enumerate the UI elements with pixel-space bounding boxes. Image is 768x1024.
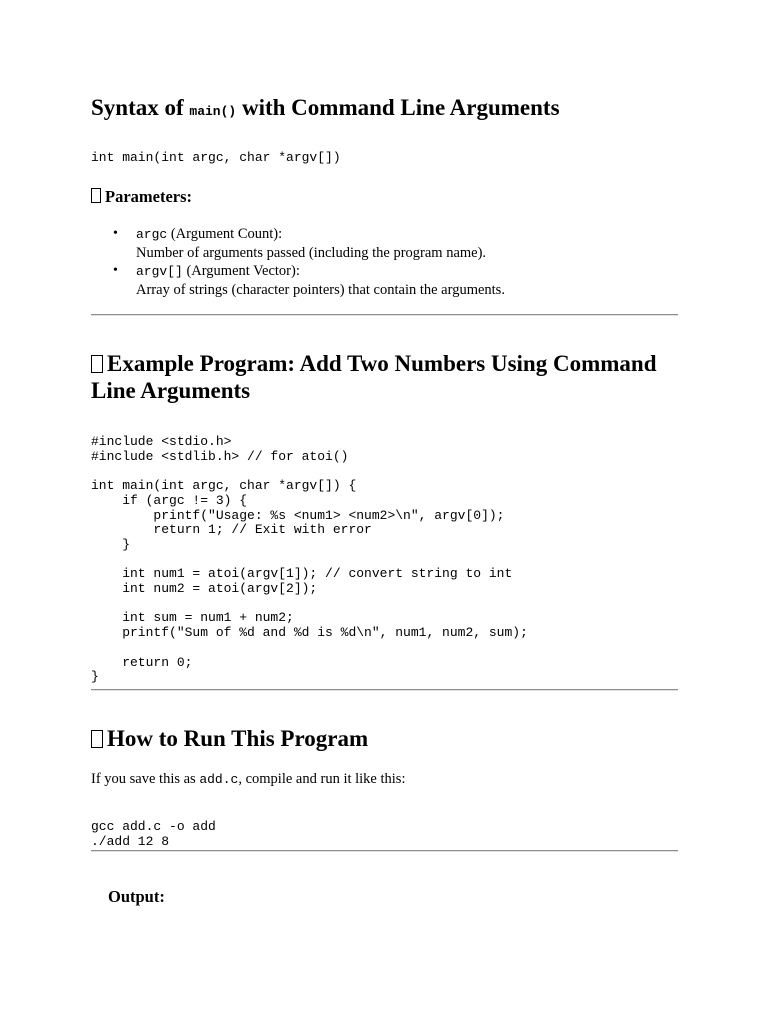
run-heading-text: How to Run This Program (107, 726, 369, 751)
example-heading (91, 350, 678, 404)
run-heading (91, 725, 678, 752)
parameters-list (91, 225, 505, 299)
parameters-heading (91, 187, 192, 207)
syntax-heading (91, 94, 678, 125)
parameter-item-argc (91, 225, 505, 262)
missing-glyph-icon (91, 188, 101, 203)
parameter-item-argv (91, 262, 505, 299)
missing-glyph-icon (91, 355, 103, 373)
parameters-heading-text: Parameters: (105, 187, 193, 206)
run-intro (91, 770, 405, 789)
parameter-description: Number of arguments passed (including the program name). (136, 245, 487, 261)
parameter-description: Array of strings (character pointers) that contain the arguments. (136, 282, 505, 298)
parameter-code: argv[] (136, 264, 183, 279)
run-intro-code: add.c (199, 772, 239, 787)
example-heading-text: Example Program: Add Two Numbers Using Command Line Arguments (91, 351, 657, 403)
missing-glyph-icon (91, 730, 103, 748)
divider (91, 314, 678, 316)
divider (91, 850, 678, 852)
parameter-name: (Argument Count): (167, 226, 283, 242)
output-heading: Output: (108, 887, 165, 906)
run-commands: gcc add.c -o add ./add 12 8 (91, 819, 216, 849)
parameter-code: argc (136, 227, 168, 242)
parameter-name: (Argument Vector): (182, 263, 300, 279)
syntax-heading-code: main() (189, 104, 237, 119)
run-intro-prefix: If you save this as (91, 771, 200, 787)
syntax-signature: int main(int argc, char *argv[]) (91, 150, 341, 165)
example-code-block: #include <stdio.h> #include <stdlib.h> // for atoi() int main(int argc, char *argv[]) { if (argc != 3) { printf("Usage: %s <num1> <num2>\n", argv[0]); return 1; // Exit with error } int num1 = atoi(argv[1]); // convert string to int int num2 = atoi(argv[2]); int sum = num1 + num2; printf("Sum of %d and %d is %d\n", num1, num2, sum); return 0; } (91, 434, 528, 685)
syntax-heading-suffix: with Command Line Arguments (236, 95, 560, 120)
divider (91, 689, 678, 691)
run-intro-suffix: , compile and run it like this: (238, 771, 406, 787)
syntax-heading-prefix: Syntax of (91, 95, 190, 120)
